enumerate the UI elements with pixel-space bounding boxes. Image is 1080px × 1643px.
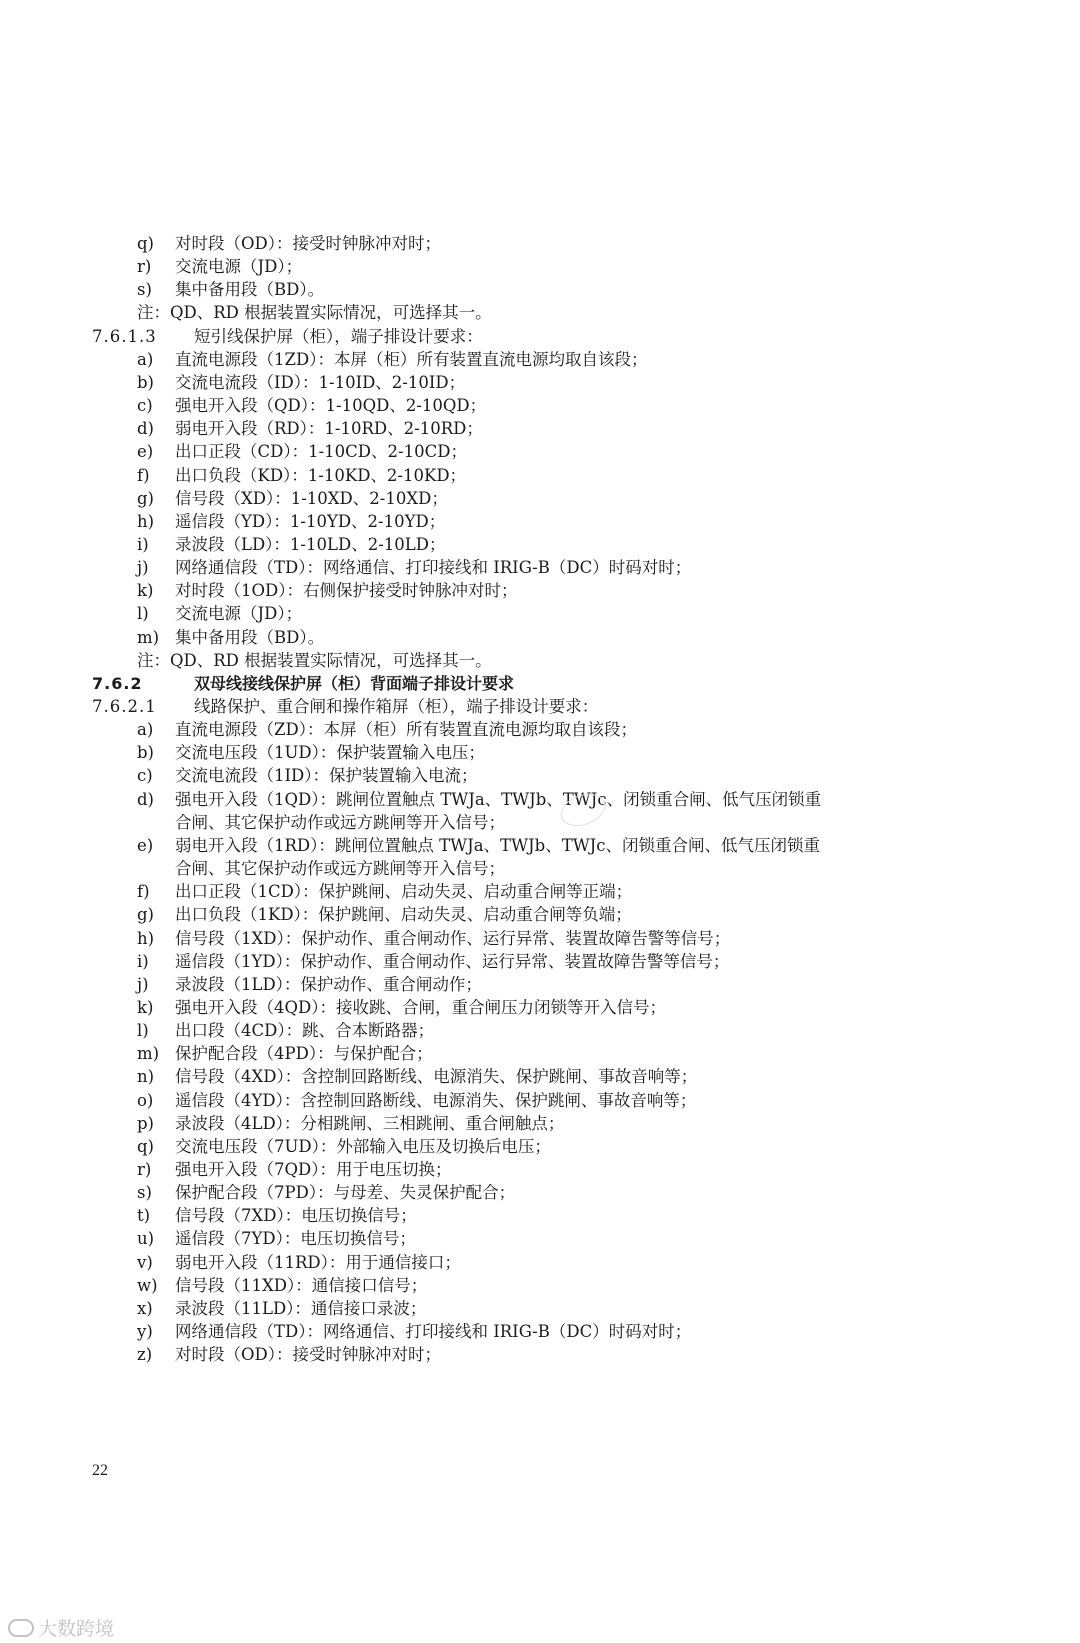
list-item-label: w) <box>137 1275 158 1295</box>
list-item-text: 录波段（11LD）：通信接口录波； <box>175 1298 427 1318</box>
list-item-text: 信号段（4XD）：含控制回路断线、电源消失、保护跳闸、事故音响等； <box>175 1067 698 1087</box>
list-item-label: c) <box>137 766 153 786</box>
list-item-label: m) <box>137 627 160 647</box>
list-item-text: 录波段（4LD）：分相跳闸、三相跳闸、重合闸触点； <box>175 1113 565 1133</box>
list-item-label: f) <box>137 465 150 485</box>
list-item-label: l) <box>137 1021 149 1041</box>
list-item-label: l) <box>137 604 149 624</box>
list-item-text: 交流电流段（1ID）：保护装置输入电流； <box>175 766 478 786</box>
list-item-text: 遥信段（7YD）：电压切换信号； <box>175 1229 416 1249</box>
section-title: 线路保护、重合闸和操作箱屏（柜），端子排设计要求： <box>194 697 599 716</box>
list-item-text: 弱电开入段（RD）：1-10RD、2-10RD； <box>175 419 483 439</box>
list-item-label: s) <box>137 1183 152 1203</box>
list-item-continuation: 合闸、其它保护动作或远方跳闸等开入信号； <box>175 859 505 878</box>
page-number: 22 <box>92 1462 108 1479</box>
list-item-label: g) <box>137 488 154 508</box>
list-item-label: i) <box>137 535 149 554</box>
list-item-label: d) <box>137 789 154 809</box>
list-item-text: 网络通信段（TD）：网络通信、打印接线和 IRIG-B（DC）时码对时； <box>175 558 692 578</box>
section-number: 7.6.2 <box>92 673 143 693</box>
list-item-label: e) <box>137 442 154 462</box>
list-item-label: a) <box>137 720 154 740</box>
watermark-logo-icon <box>8 1619 34 1637</box>
list-item-label: u) <box>137 1229 155 1249</box>
list-item-text: 交流电源（JD）； <box>175 257 303 277</box>
section-number: 7.6.1.3 <box>92 326 157 346</box>
list-item-label: q) <box>137 1136 154 1156</box>
list-item-label: z) <box>137 1345 153 1365</box>
list-item-text: 出口负段（1KD）：保护跳闸、启动失灵、启动重合闸等负端； <box>175 905 632 925</box>
list-item-text: 对时段（OD）：接受时钟脉冲对时； <box>175 1345 442 1365</box>
list-item-text: 保护配合段（7PD）：与母差、失灵保护配合； <box>175 1183 516 1203</box>
section-number: 7.6.2.1 <box>92 697 157 716</box>
list-item-text: 交流电源（JD）； <box>175 604 303 624</box>
note-text: 注：QD、RD 根据装置实际情况，可选择其一。 <box>137 303 492 323</box>
section-heading <box>92 695 598 719</box>
list-item-text: 出口负段（KD）：1-10KD、2-10KD； <box>175 465 467 485</box>
list-item-text: 强电开入段（4QD）：接收跳、合闸，重合闸压力闭锁等开入信号； <box>175 997 667 1017</box>
list-item-label: h) <box>137 511 155 531</box>
section-title: 短引线保护屏（柜），端子排设计要求： <box>194 326 483 346</box>
list-item-text: 强电开入段（QD）：1-10QD、2-10QD； <box>175 396 487 415</box>
list-item-text: 出口正段（CD）：1-10CD、2-10CD； <box>175 442 467 462</box>
list-item-label: t) <box>137 1206 151 1226</box>
note-text: 注：QD、RD 根据装置实际情况，可选择其一。 <box>137 650 492 670</box>
list-item-label: i) <box>137 951 149 971</box>
list-item-text: 录波段（1LD）：保护动作、重合闸动作； <box>175 974 482 994</box>
list-item-text: 直流电源段（1ZD）：本屏（柜）所有装置直流电源均取自该段； <box>175 349 648 369</box>
list-item-text: 弱电开入段（1RD）：跳闸位置触点 TWJa、TWJb、TWJc、闭锁重合闸、低气压闭锁重 <box>175 835 821 855</box>
list-item-label: m) <box>137 1044 160 1064</box>
list-item-text: 出口正段（1CD）：保护跳闸、启动失灵、启动重合闸等正端； <box>175 882 633 902</box>
list-item-text: 遥信段（YD）：1-10YD、2-10YD； <box>175 511 446 531</box>
list-item-text: 对时段（1OD）：右侧保护接受时钟脉冲对时； <box>175 581 518 601</box>
list-item-text: 直流电源段（ZD）：本屏（柜）所有装置直流电源均取自该段； <box>175 720 637 740</box>
list-item-label: v) <box>137 1252 153 1272</box>
list-item-label: b) <box>137 372 154 392</box>
list-item-text: 信号段（7XD）：电压切换信号； <box>175 1206 417 1226</box>
list-item-text: 强电开入段（1QD）：跳闸位置触点 TWJa、TWJb、TWJc、闭锁重合闸、低气压闭锁重 <box>175 789 822 809</box>
list-item-label: b) <box>137 743 154 763</box>
list-item-text: 交流电流段（ID）：1-10ID、2-10ID； <box>175 372 466 392</box>
list-item-label: s) <box>137 280 152 300</box>
list-item-label: n) <box>137 1067 155 1087</box>
list-item-label: e) <box>137 835 154 855</box>
list-item-label: k) <box>137 581 154 601</box>
watermark <box>8 1614 114 1641</box>
list-item-label: p) <box>137 1113 154 1133</box>
list-item-label: a) <box>137 349 154 369</box>
list-item-text: 出口段（4CD）：跳、合本断路器； <box>175 1021 435 1041</box>
list-item-text: 信号段（XD）：1-10XD、2-10XD； <box>175 488 448 508</box>
list-item-label: o) <box>137 1090 154 1110</box>
list-item-text: 集中备用段（BD）。 <box>175 280 325 300</box>
watermark-text: 大数跨境 <box>38 1618 115 1640</box>
list-item-text: 信号段（1XD）：保护动作、重合闸动作、运行异常、装置故障告警等信号； <box>175 928 731 948</box>
list-item-label: g) <box>137 905 154 925</box>
list-item-text: 集中备用段（BD）。 <box>175 627 325 647</box>
list-item-label: r) <box>137 257 152 277</box>
list-item-text: 强电开入段（7QD）：用于电压切换； <box>175 1160 452 1179</box>
list-item-text: 网络通信段（TD）：网络通信、打印接线和 IRIG-B（DC）时码对时； <box>175 1322 692 1341</box>
list-item-label: j) <box>137 558 149 578</box>
list-item-continuation: 合闸、其它保护动作或远方跳闸等开入信号； <box>175 812 505 832</box>
list-item-label: q) <box>137 234 154 253</box>
list-item-label: j) <box>137 974 149 994</box>
list-item-text: 交流电压段（1UD）：保护装置输入电压； <box>175 743 485 763</box>
list-item-text: 对时段（OD）：接受时钟脉冲对时； <box>175 234 442 253</box>
list-item-text: 交流电压段（7UD）：外部输入电压及切换后电压； <box>175 1136 551 1156</box>
section-title: 双母线接线保护屏（柜）背面端子排设计要求 <box>194 673 515 693</box>
list-item-label: r) <box>137 1160 152 1179</box>
list-item-label: h) <box>137 928 155 948</box>
list-item-label: f) <box>137 882 150 902</box>
list-item-text: 信号段（11XD）：通信接口信号； <box>175 1275 428 1295</box>
list-item-label: x) <box>137 1298 153 1318</box>
section-heading <box>92 672 514 696</box>
list-item-text: 遥信段（4YD）：含控制回路断线、电源消失、保护跳闸、事故音响等； <box>175 1090 697 1110</box>
list-item-text: 弱电开入段（11RD）：用于通信接口； <box>175 1252 461 1272</box>
section-heading <box>92 325 483 349</box>
list-item-label: d) <box>137 419 154 439</box>
list-item-label: y) <box>137 1322 153 1341</box>
list-item-text: 遥信段（1YD）：保护动作、重合闸动作、运行异常、装置故障告警等信号； <box>175 951 730 971</box>
list-item-text: 录波段（LD）：1-10LD、2-10LD； <box>175 535 446 554</box>
list-item-label: c) <box>137 396 153 415</box>
list-item-label: k) <box>137 997 154 1017</box>
list-item-text: 保护配合段（4PD）：与保护配合； <box>175 1044 433 1064</box>
